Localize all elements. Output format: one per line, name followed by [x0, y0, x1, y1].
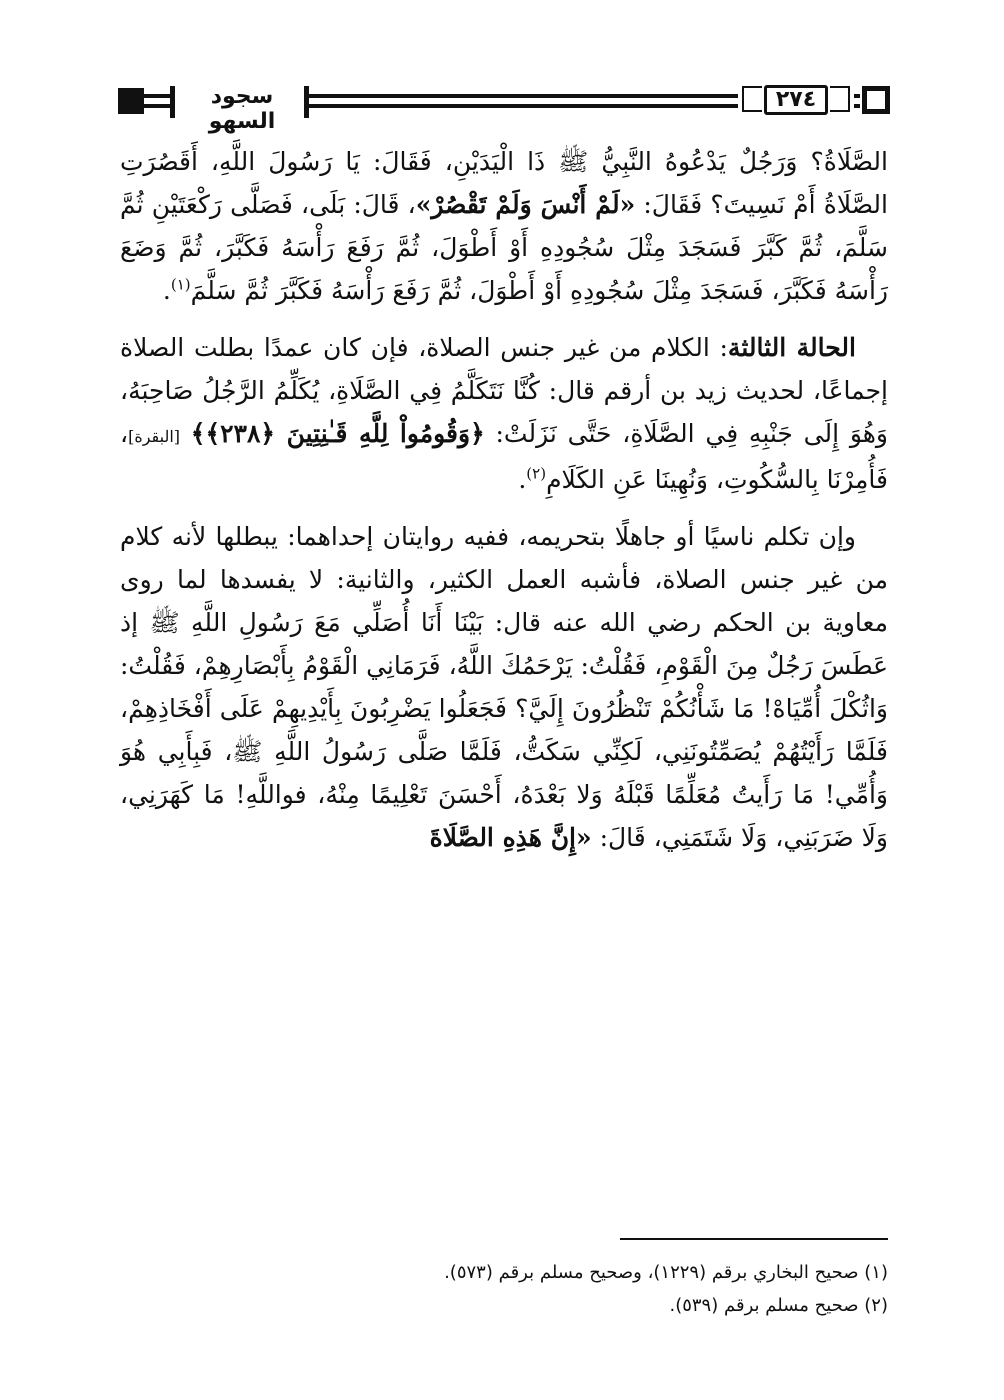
footnote-2: (٢) صحيح مسلم برقم (٥٣٩). [669, 1295, 888, 1316]
paragraph-2-text-a: : الكلام من غير جنس الصلاة، فإن كان عمدًا بطلت الصلاة إجماعًا، لحديث زيد بن أرقم قال: كُنَّا نَتَكَلَّمُ فِي الصَّلَاةِ، يُكَلِّمُ الرَّجُلُ صَاحِبَهُ، وَهُوَ إِلَى جَنْبِهِ فِي الصَّلَاةِ، حَتَّى نَزَلَتْ: [120, 333, 888, 448]
page-number-box [738, 82, 854, 120]
hadith-quote-1: «لَمْ أَنْسَ وَلَمْ تَقْصُرْ» [415, 190, 636, 219]
footnote-ref-2: (٢) [526, 464, 547, 483]
main-text [120, 140, 888, 873]
page-number: ٢٧٤ [764, 85, 828, 115]
header-ornament-square-right [862, 86, 890, 114]
paragraph-3 [120, 515, 888, 859]
chapter-title: سجود السهو [182, 84, 302, 134]
paragraph-2 [120, 326, 888, 501]
paragraph-3-text: وإن تكلم ناسيًا أو جاهلًا بتحريمه، ففيه روايتان إحداهما: يبطلها لأنه كلام من غير جنس الصلاة، فأشبه العمل الكثير، والثانية: لا يفسدها لما روى معاوية بن الحكم رضي الله عنه قال: بَيْنَا أَنَا أُصَلِّي مَعَ رَسُولِ اللَّهِ ﷺ إذ عَطَسَ رَجُلٌ مِنَ الْقَوْمِ، فَقُلْتُ: يَرْحَمُكَ اللَّهُ، فَرَمَانِي الْقَوْمُ بِأَبْصَارِهِمْ، فَقُلْتُ: وَاثُكْلَ أُمِّيَاهْ! مَا شَأْنُكُمْ تَنْظُرُونَ إِلَيَّ؟ فَجَعَلُوا يَضْرِبُونَ بِأَيْدِيهِمْ عَلَى أَفْخَاذِهِمْ، فَلَمَّا رَأَيْتُهُمْ يُصَمِّتُونَنِي، لَكِنِّي سَكَتُّ، فَلَمَّا صَلَّى رَسُولُ اللَّهِ ﷺ، فَبِأَبِي هُوَ وَأُمِّي! مَا رَأَيتُ مُعَلِّمًا قَبْلَهُ وَلا بَعْدَهُ، أَحْسَنَ تَعْلِيمًا مِنْهُ، فواللَّهِ! مَا كَهَرَنِي، وَلَا ضَرَبَنِي، وَلَا شَتَمَنِي، قَالَ: [120, 522, 888, 852]
paragraph-1 [120, 140, 888, 312]
paragraph-1-end: . [162, 276, 171, 305]
footnote-ref-1: (١) [170, 275, 191, 294]
quran-verse: ﴿وَقُومُواْ لِلَّهِ قَـٰنِتِينَ ﴿٢٣٨﴾﴾ [190, 419, 485, 448]
quran-reference: [البقرة] [128, 427, 181, 446]
paragraph-2-end: . [518, 465, 527, 494]
footnotes [120, 1256, 888, 1322]
footnote-1: (١) صحيح البخاري برقم (١٢٢٩)، وصحيح مسلم برقم (٥٧٣). [444, 1262, 888, 1283]
paragraph-2-text-b: ، فَأُمِرْنَا بِالسُّكُوتِ، وَنُهِينَا عَنِ الكَلَامِ [120, 419, 888, 494]
paragraph-1-text-b: ، قَالَ: بَلَى، فَصَلَّى رَكْعَتَيْنِ ثُمَّ سَلَّمَ، ثُمَّ كَبَّرَ فَسَجَدَ مِثْلَ سُجُودِهِ أَوْ أَطْوَلَ، ثُمَّ رَفَعَ رَأْسَهُ فَكَبَّرَ، ثُمَّ وَضَعَ رَأْسَهُ فَكَبَّرَ، فَسَجَدَ مِثْلَ سُجُودِهِ أَوْ أَطْوَلَ، ثُمَّ رَفَعَ رَأْسَهُ فَكَبَّرَ ثُمَّ سَلَّمَ [120, 190, 888, 305]
page-header [118, 84, 888, 134]
paragraph-1-text-a: الصَّلَاةُ؟ وَرَجُلٌ يَدْعُوهُ النَّبِيُّ ﷺ ذَا الْيَدَيْنِ، فَقَالَ: يَا رَسُولَ اللَّهِ، أَقَصُرَتِ الصَّلَاةُ أَمْ نَسِيتَ؟ فَقَالَ: [120, 147, 888, 219]
page-number-ornament-right [830, 86, 850, 112]
section-label: الحالة الثالثة [727, 333, 856, 362]
header-bar-left [170, 86, 175, 118]
page-number-ornament-left [742, 86, 762, 112]
footnote-separator [620, 1238, 888, 1240]
hadith-quote-2: «إِنَّ هَذِهِ الصَّلَاةَ [429, 823, 592, 852]
header-rule-left [118, 94, 170, 108]
